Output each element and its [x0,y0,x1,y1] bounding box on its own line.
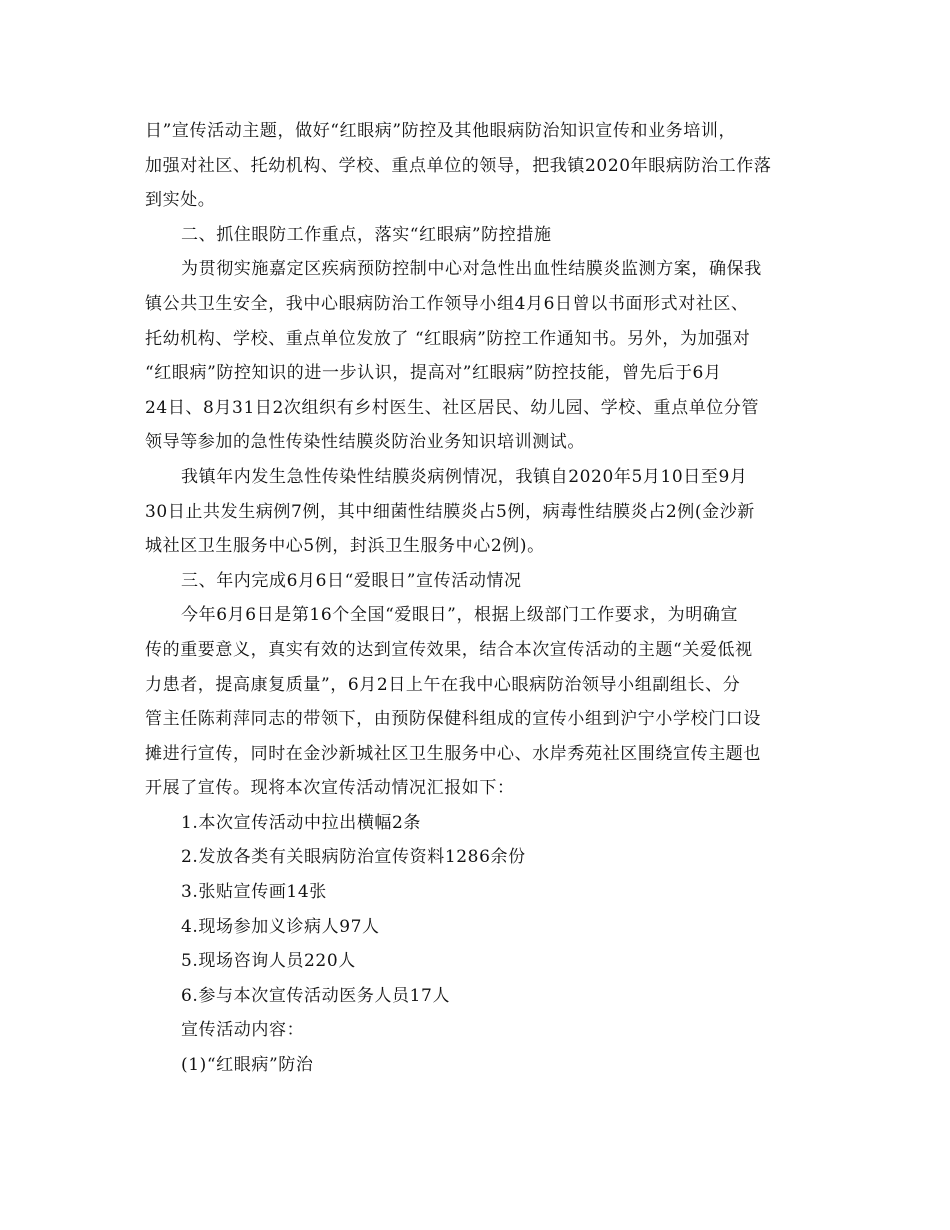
text-line: 今年6月6日是第16个全国“爱眼日”，根据上级部门工作要求，为明确宣 [181,605,739,626]
text-line: “红眼病”防控知识的进一步认识，提高对”红眼病”防控技能，曾先后于6月 [145,363,722,384]
text-line: 6.参与本次宣传活动医务人员17人 [181,985,451,1006]
text-line: 5.现场咨询人员220人 [181,951,356,972]
text-line: 镇公共卫生安全，我中心眼病防治工作领导小组4月6日曾以书面形式对社区、 [145,293,749,314]
text-line: (1)“红眼病”防治 [181,1055,314,1076]
text-line: 二、抓住眼防工作重点，落实“红眼病”防控措施 [181,224,552,245]
text-line: 3.张贴宣传画14张 [181,882,327,903]
text-line: 加强对社区、托幼机构、学校、重点单位的领导，把我镇2020年眼病防治工作落 [145,155,772,176]
text-line: 我镇年内发生急性传染性结膜炎病例情况，我镇自2020年5月10日至9月 [181,466,748,487]
text-line: 宣传活动内容： [181,1020,305,1041]
text-line: 4.现场参加义诊病人97人 [181,916,380,937]
text-line: 30日止共发生病例7例，其中细菌性结膜炎占5例，病毒性结膜炎占2例(金沙新 [145,501,755,522]
text-line: 日”宣传活动主题，做好“红眼病”防控及其他眼病防治知识宣传和业务培训， [145,121,737,141]
text-line: 到实处。 [145,190,216,211]
text-line: 为贯彻实施嘉定区疾病预防控制中心对急性出血性结膜炎监测方案，确保我 [181,259,762,280]
text-line: 2.发放各类有关眼病防治宣传资料1286余份 [181,847,526,868]
text-line: 领导等参加的急性传染性结膜炎防治业务知识培训测试。 [145,432,585,453]
text-line: 1.本次宣传活动中拉出横幅2条 [181,812,422,833]
text-line: 城社区卫生服务中心5例，封浜卫生服务中心2例)。 [145,536,545,557]
text-line: 24日、8月31日2次组织有乡村医生、社区居民、幼儿园、学校、重点单位分管 [145,397,760,418]
text-line: 三、年内完成6月6日“爱眼日”宣传活动情况 [181,570,522,591]
text-line: 力患者，提高康复质量”，6月2日上午在我中心眼病防治领导小组副组长、分 [145,674,741,695]
text-line: 托幼机构、学校、重点单位发放了 “红眼病”防控工作通知书。另外，为加强对 [145,328,751,349]
document-page [145,114,810,1083]
text-line: 摊进行宣传，同时在金沙新城社区卫生服务中心、水岸秀苑社区围绕宣传主题也 [145,743,761,764]
text-line: 开展了宣传。现将本次宣传活动情况汇报如下： [145,778,515,799]
text-line: 传的重要意义，真实有效的达到宣传效果，结合本次宣传活动的主题“关爱低视 [145,639,753,660]
text-line: 管主任陈莉萍同志的带领下，由预防保健科组成的宣传小组到沪宁小学校门口设 [145,709,761,730]
